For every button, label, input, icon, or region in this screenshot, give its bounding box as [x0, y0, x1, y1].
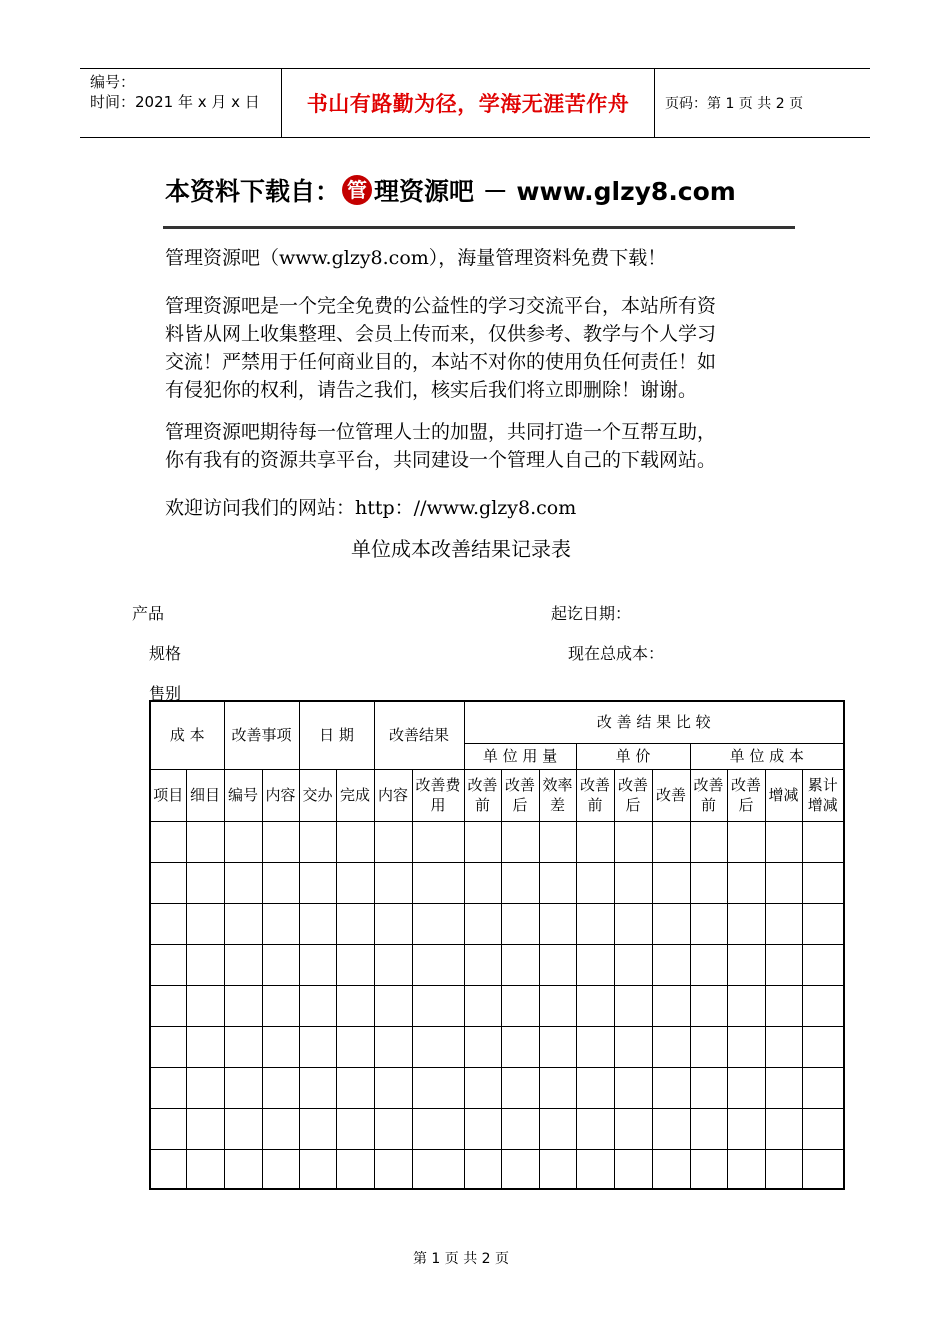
- col-header: 内容: [374, 769, 412, 821]
- table-cell[interactable]: [690, 903, 727, 944]
- notice-text-line: 交流！严禁用于任何商业目的，本站不对你的使用负任何责任！如: [165, 351, 717, 373]
- col-header: 细目: [186, 769, 224, 821]
- notice-paragraph-2: [165, 292, 716, 404]
- table-cell[interactable]: [464, 1067, 501, 1108]
- serial-label: 编号：: [90, 73, 136, 91]
- product-label: 产品: [132, 604, 165, 623]
- table-cell[interactable]: [374, 1108, 412, 1149]
- table-cell[interactable]: [412, 821, 464, 862]
- table-cell[interactable]: [186, 1067, 224, 1108]
- table-cell[interactable]: [690, 985, 727, 1026]
- col-header: 完成: [336, 769, 374, 821]
- table-cell[interactable]: [576, 985, 614, 1026]
- table-cell[interactable]: [150, 862, 186, 903]
- banner-site-name: 理资源吧 － www.glzy8.com: [374, 177, 736, 206]
- table-cell[interactable]: [614, 862, 652, 903]
- header-row-3: [150, 769, 844, 821]
- table-cell[interactable]: [501, 1067, 539, 1108]
- table-cell[interactable]: [690, 1108, 727, 1149]
- table-cell[interactable]: [299, 985, 336, 1026]
- table-cell[interactable]: [539, 821, 576, 862]
- col-header: 交办: [299, 769, 336, 821]
- table-cell[interactable]: [614, 985, 652, 1026]
- table-cell[interactable]: [690, 1149, 727, 1189]
- header-improvement-result: 改善结果: [374, 701, 464, 769]
- table-cell[interactable]: [727, 1108, 765, 1149]
- table-cell[interactable]: [224, 944, 262, 985]
- table-cell[interactable]: [150, 1108, 186, 1149]
- table-cell[interactable]: [652, 985, 690, 1026]
- table-cell[interactable]: [652, 903, 690, 944]
- table-cell[interactable]: [501, 944, 539, 985]
- table-cell[interactable]: [412, 862, 464, 903]
- table-cell[interactable]: [539, 1108, 576, 1149]
- table-cell[interactable]: [765, 1108, 802, 1149]
- table-cell[interactable]: [802, 1026, 844, 1067]
- table-cell[interactable]: [652, 944, 690, 985]
- table-cell[interactable]: [299, 862, 336, 903]
- table-row: [150, 985, 844, 1026]
- table-cell[interactable]: [576, 1149, 614, 1189]
- header-unit-cost: 单 位 成 本: [690, 743, 844, 769]
- header-cost: 成 本: [150, 701, 224, 769]
- table-cell[interactable]: [727, 1067, 765, 1108]
- notice-welcome: 欢迎访问我们的网站：http：//www.glzy8.com: [165, 497, 577, 519]
- table-cell[interactable]: [374, 1067, 412, 1108]
- table-cell[interactable]: [412, 944, 464, 985]
- table-cell[interactable]: [576, 1108, 614, 1149]
- notice-text-line: 有侵犯你的权利，请告之我们，核实后我们将立即删除！谢谢。: [165, 379, 698, 401]
- col-header: 增减: [765, 769, 802, 821]
- table-cell[interactable]: [501, 862, 539, 903]
- table-cell[interactable]: [186, 1108, 224, 1149]
- table-cell[interactable]: [262, 944, 299, 985]
- notice-text-line: 料皆从网上收集整理、会员上传而来，仅供参考、教学与个人学习: [165, 323, 717, 345]
- table-cell[interactable]: [224, 903, 262, 944]
- table-cell[interactable]: [539, 903, 576, 944]
- document-header: [80, 68, 870, 138]
- table-cell[interactable]: [690, 944, 727, 985]
- table-cell[interactable]: [374, 862, 412, 903]
- table-cell[interactable]: [802, 1067, 844, 1108]
- table-cell[interactable]: [539, 1067, 576, 1108]
- form-title: 单位成本改善结果记录表: [351, 537, 571, 561]
- table-cell[interactable]: [374, 903, 412, 944]
- table-cell[interactable]: [412, 1026, 464, 1067]
- site-logo-badge: 管: [342, 175, 372, 205]
- table-cell[interactable]: [727, 821, 765, 862]
- page-footer: 第 1 页 共 2 页: [412, 1251, 510, 1267]
- table-cell[interactable]: [336, 985, 374, 1026]
- table-cell[interactable]: [336, 821, 374, 862]
- table-cell[interactable]: [652, 862, 690, 903]
- table-cell[interactable]: [614, 1108, 652, 1149]
- table-cell[interactable]: [576, 1026, 614, 1067]
- table-cell[interactable]: [690, 862, 727, 903]
- col-header: 改善前: [690, 769, 727, 821]
- table-cell[interactable]: [539, 985, 576, 1026]
- col-header: 改善前: [464, 769, 501, 821]
- table-cell[interactable]: [690, 1026, 727, 1067]
- motto-cell: [282, 69, 655, 137]
- table-cell[interactable]: [765, 1026, 802, 1067]
- table-cell[interactable]: [765, 1067, 802, 1108]
- table-cell[interactable]: [464, 821, 501, 862]
- table-cell[interactable]: [262, 1067, 299, 1108]
- table-cell[interactable]: [727, 903, 765, 944]
- table-cell[interactable]: [802, 985, 844, 1026]
- table-cell[interactable]: [539, 1026, 576, 1067]
- table-row: [150, 903, 844, 944]
- table-cell[interactable]: [224, 1067, 262, 1108]
- table-cell[interactable]: [765, 903, 802, 944]
- notice-line-1: 管理资源吧（www.glzy8.com），海量管理资料免费下载！: [165, 247, 667, 269]
- current-cost-label: 现在总成本：: [568, 644, 665, 663]
- table-cell[interactable]: [262, 1108, 299, 1149]
- table-cell[interactable]: [336, 944, 374, 985]
- cost-improvement-table: [149, 700, 845, 1190]
- table-cell[interactable]: [652, 1149, 690, 1189]
- table-cell[interactable]: [614, 903, 652, 944]
- table-cell[interactable]: [336, 1026, 374, 1067]
- table-cell[interactable]: [652, 1067, 690, 1108]
- col-header: 改善前: [576, 769, 614, 821]
- col-header: 内容: [262, 769, 299, 821]
- table-cell[interactable]: [464, 944, 501, 985]
- table-cell[interactable]: [336, 1067, 374, 1108]
- table-cell[interactable]: [539, 862, 576, 903]
- table-body: [150, 821, 844, 1189]
- table-row: [150, 944, 844, 985]
- banner-prefix: 本资料下载自：: [165, 177, 341, 206]
- col-header: 改善: [652, 769, 690, 821]
- table-cell[interactable]: [802, 1149, 844, 1189]
- table-cell[interactable]: [336, 862, 374, 903]
- table-cell[interactable]: [150, 821, 186, 862]
- table-row: [150, 1149, 844, 1189]
- page-info: 页码：第 1 页 共 2 页: [665, 96, 804, 112]
- table-cell[interactable]: [690, 821, 727, 862]
- notice-text-line: 管理资源吧期待每一位管理人士的加盟，共同打造一个互帮互助，: [165, 421, 717, 443]
- table-cell[interactable]: [412, 1149, 464, 1189]
- table-cell[interactable]: [299, 1067, 336, 1108]
- table-cell[interactable]: [412, 903, 464, 944]
- table-cell[interactable]: [576, 944, 614, 985]
- table-cell[interactable]: [186, 1149, 224, 1189]
- col-header: 累计增减: [802, 769, 844, 821]
- table-row: [150, 1067, 844, 1108]
- table-cell[interactable]: [802, 821, 844, 862]
- table-cell[interactable]: [262, 985, 299, 1026]
- notice-paragraph-3: [165, 418, 716, 474]
- table-cell[interactable]: [186, 1026, 224, 1067]
- table-cell[interactable]: [299, 903, 336, 944]
- sales-label: 售别: [149, 684, 182, 703]
- table-cell[interactable]: [224, 821, 262, 862]
- header-result-comparison: 改 善 结 果 比 较: [464, 701, 844, 743]
- table-cell[interactable]: [464, 1026, 501, 1067]
- table-cell[interactable]: [614, 1149, 652, 1189]
- table-cell[interactable]: [299, 1026, 336, 1067]
- table-cell[interactable]: [150, 1026, 186, 1067]
- table-cell[interactable]: [374, 1026, 412, 1067]
- table-cell[interactable]: [765, 862, 802, 903]
- table-row: [150, 1108, 844, 1149]
- table-cell[interactable]: [652, 821, 690, 862]
- col-header: 改善后: [614, 769, 652, 821]
- col-header: 改善费用: [412, 769, 464, 821]
- table-cell[interactable]: [464, 862, 501, 903]
- start-date-label: 起讫日期：: [551, 604, 632, 623]
- table-cell[interactable]: [614, 821, 652, 862]
- table-cell[interactable]: [412, 985, 464, 1026]
- table-cell[interactable]: [224, 1149, 262, 1189]
- table-cell[interactable]: [652, 1108, 690, 1149]
- table-cell[interactable]: [765, 944, 802, 985]
- table-cell[interactable]: [464, 903, 501, 944]
- spec-label: 规格: [149, 644, 182, 663]
- table-row: [150, 1026, 844, 1067]
- table-cell[interactable]: [464, 1108, 501, 1149]
- table-cell[interactable]: [150, 944, 186, 985]
- table-cell[interactable]: [299, 821, 336, 862]
- table-cell[interactable]: [336, 903, 374, 944]
- page-info-cell: [655, 69, 870, 137]
- table-cell[interactable]: [186, 903, 224, 944]
- table-cell[interactable]: [186, 862, 224, 903]
- table-cell[interactable]: [412, 1067, 464, 1108]
- table-cell[interactable]: [374, 985, 412, 1026]
- table-cell[interactable]: [727, 1026, 765, 1067]
- table-cell[interactable]: [765, 985, 802, 1026]
- table-cell[interactable]: [501, 1108, 539, 1149]
- header-info-cell: [80, 69, 282, 137]
- table-cell[interactable]: [576, 1067, 614, 1108]
- table-cell[interactable]: [576, 903, 614, 944]
- table-cell[interactable]: [501, 1149, 539, 1189]
- table-cell[interactable]: [690, 1067, 727, 1108]
- table-cell[interactable]: [262, 821, 299, 862]
- table-cell[interactable]: [186, 821, 224, 862]
- col-header: 效率差: [539, 769, 576, 821]
- table-cell[interactable]: [150, 1067, 186, 1108]
- table-cell[interactable]: [652, 1026, 690, 1067]
- header-unit-price: 单 价: [576, 743, 690, 769]
- table-cell[interactable]: [727, 944, 765, 985]
- table-cell[interactable]: [412, 1108, 464, 1149]
- table-cell[interactable]: [501, 903, 539, 944]
- table-cell[interactable]: [802, 944, 844, 985]
- table-cell[interactable]: [802, 1108, 844, 1149]
- table-row: [150, 821, 844, 862]
- table-cell[interactable]: [336, 1108, 374, 1149]
- table-cell[interactable]: [501, 1026, 539, 1067]
- table-cell[interactable]: [150, 903, 186, 944]
- header-row-1: [150, 701, 844, 743]
- table-cell[interactable]: [765, 821, 802, 862]
- notice-text-line: 你有我有的资源共享平台，共同建设一个管理人自己的下载网站。: [165, 449, 717, 471]
- table-cell[interactable]: [224, 862, 262, 903]
- table-cell[interactable]: [614, 1026, 652, 1067]
- table-cell[interactable]: [186, 985, 224, 1026]
- table-cell[interactable]: [374, 944, 412, 985]
- table-cell[interactable]: [802, 862, 844, 903]
- notice-text-line: 管理资源吧是一个完全免费的公益性的学习交流平台，本站所有资: [165, 295, 717, 317]
- header-date: 日 期: [299, 701, 374, 769]
- download-banner: [165, 170, 736, 210]
- table-cell[interactable]: [262, 1149, 299, 1189]
- table-cell[interactable]: [727, 1149, 765, 1189]
- table-cell[interactable]: [262, 903, 299, 944]
- table-cell[interactable]: [464, 985, 501, 1026]
- table-cell[interactable]: [299, 944, 336, 985]
- table-cell[interactable]: [299, 1108, 336, 1149]
- table-cell[interactable]: [501, 821, 539, 862]
- table-cell[interactable]: [150, 985, 186, 1026]
- table-cell[interactable]: [727, 862, 765, 903]
- col-header: 改善后: [501, 769, 539, 821]
- table-cell[interactable]: [374, 1149, 412, 1189]
- motto: 书山有路勤为径，学海无涯苦作舟: [306, 92, 630, 116]
- table-cell[interactable]: [262, 862, 299, 903]
- table-cell[interactable]: [802, 903, 844, 944]
- table-cell[interactable]: [336, 1149, 374, 1189]
- table-cell[interactable]: [614, 944, 652, 985]
- table-cell[interactable]: [727, 985, 765, 1026]
- col-header: 改善后: [727, 769, 765, 821]
- table-cell[interactable]: [299, 1149, 336, 1189]
- col-header: 编号: [224, 769, 262, 821]
- header-unit-usage: 单 位 用 量: [464, 743, 576, 769]
- table-cell[interactable]: [539, 1149, 576, 1189]
- table-cell[interactable]: [150, 1149, 186, 1189]
- table-cell[interactable]: [614, 1067, 652, 1108]
- table-cell[interactable]: [224, 985, 262, 1026]
- table-cell[interactable]: [464, 1149, 501, 1189]
- table-cell[interactable]: [501, 985, 539, 1026]
- table-cell[interactable]: [539, 944, 576, 985]
- table-cell[interactable]: [262, 1026, 299, 1067]
- table-cell[interactable]: [374, 821, 412, 862]
- banner-divider: [163, 226, 795, 229]
- header-improvement-item: 改善事项: [224, 701, 299, 769]
- table-cell[interactable]: [576, 821, 614, 862]
- col-header: 项目: [150, 769, 186, 821]
- table-cell[interactable]: [224, 1026, 262, 1067]
- table-cell[interactable]: [186, 944, 224, 985]
- table-cell[interactable]: [576, 862, 614, 903]
- date-line: 时间：2021 年 x 月 x 日: [90, 93, 260, 111]
- table-cell[interactable]: [765, 1149, 802, 1189]
- table-row: [150, 862, 844, 903]
- table-cell[interactable]: [224, 1108, 262, 1149]
